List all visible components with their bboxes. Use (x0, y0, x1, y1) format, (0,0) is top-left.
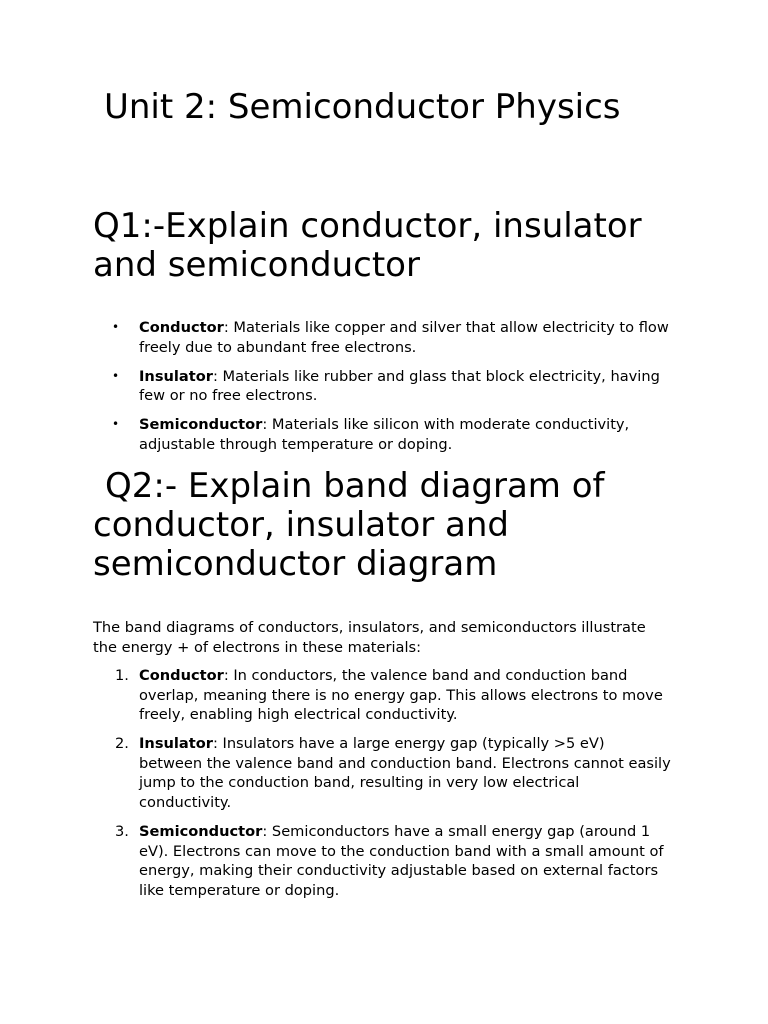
definition-text: : Materials like rubber and glass that block electricity, having few or no free electrons. (139, 367, 660, 405)
list-item (112, 822, 672, 900)
bullet-icon: • (112, 368, 120, 383)
term-semiconductor: Semiconductor (139, 823, 263, 841)
q2-heading-rest: conductor, insulator and semiconductor diagram (93, 505, 510, 584)
q2-heading (93, 467, 713, 584)
list-item (112, 318, 672, 357)
explanation-text: : Semiconductors have a small energy gap (around 1 eV). Electrons can move to the conduction band with a small amount of energy, making their conductivity adjustable based on external factors like temperature or doping. (139, 823, 664, 899)
list-item (112, 367, 672, 406)
q2-intro-paragraph: The band diagrams of conductors, insulators, and semiconductors illustrate the energy + of electrons in these materials: (93, 619, 646, 656)
q1-heading: Q1:-Explain conductor, insulator and semiconductor (93, 206, 642, 285)
q2-numbered-list (112, 666, 672, 910)
term-insulator: Insulator (139, 367, 213, 385)
explanation-text: : In conductors, the valence band and conduction band overlap, meaning there is no energy gap. This allows electrons to move freely, enabling high electrical conductivity. (139, 667, 663, 724)
term-conductor: Conductor (139, 319, 224, 336)
definition-text: : Materials like silicon with moderate conductivity, adjustable through temperature or doping. (139, 416, 630, 453)
unit-title: Unit 2: Semiconductor Physics (104, 87, 621, 127)
list-number: 3. (115, 823, 129, 841)
list-item (112, 666, 672, 725)
list-item (112, 415, 672, 454)
q1-bullet-list (112, 318, 672, 464)
term-semiconductor: Semiconductor (139, 416, 263, 434)
list-number: 1. (115, 667, 129, 684)
q2-heading-line1: Q2:- Explain band diagram of (105, 466, 605, 506)
explanation-text: : Insulators have a large energy gap (typically >5 eV) between the valence band and conduction band. Electrons cannot easily jump to the conduction band, resulting in very low electrical conductivity. (139, 735, 671, 812)
definition-text: : Materials like copper and silver that allow electricity to flow freely due to abundant free electrons. (139, 319, 669, 356)
list-number: 2. (115, 735, 129, 753)
term-insulator: Insulator (139, 735, 213, 753)
bullet-icon: • (112, 320, 120, 334)
term-conductor: Conductor (139, 667, 224, 684)
bullet-icon: • (112, 417, 120, 432)
list-item (112, 734, 672, 812)
